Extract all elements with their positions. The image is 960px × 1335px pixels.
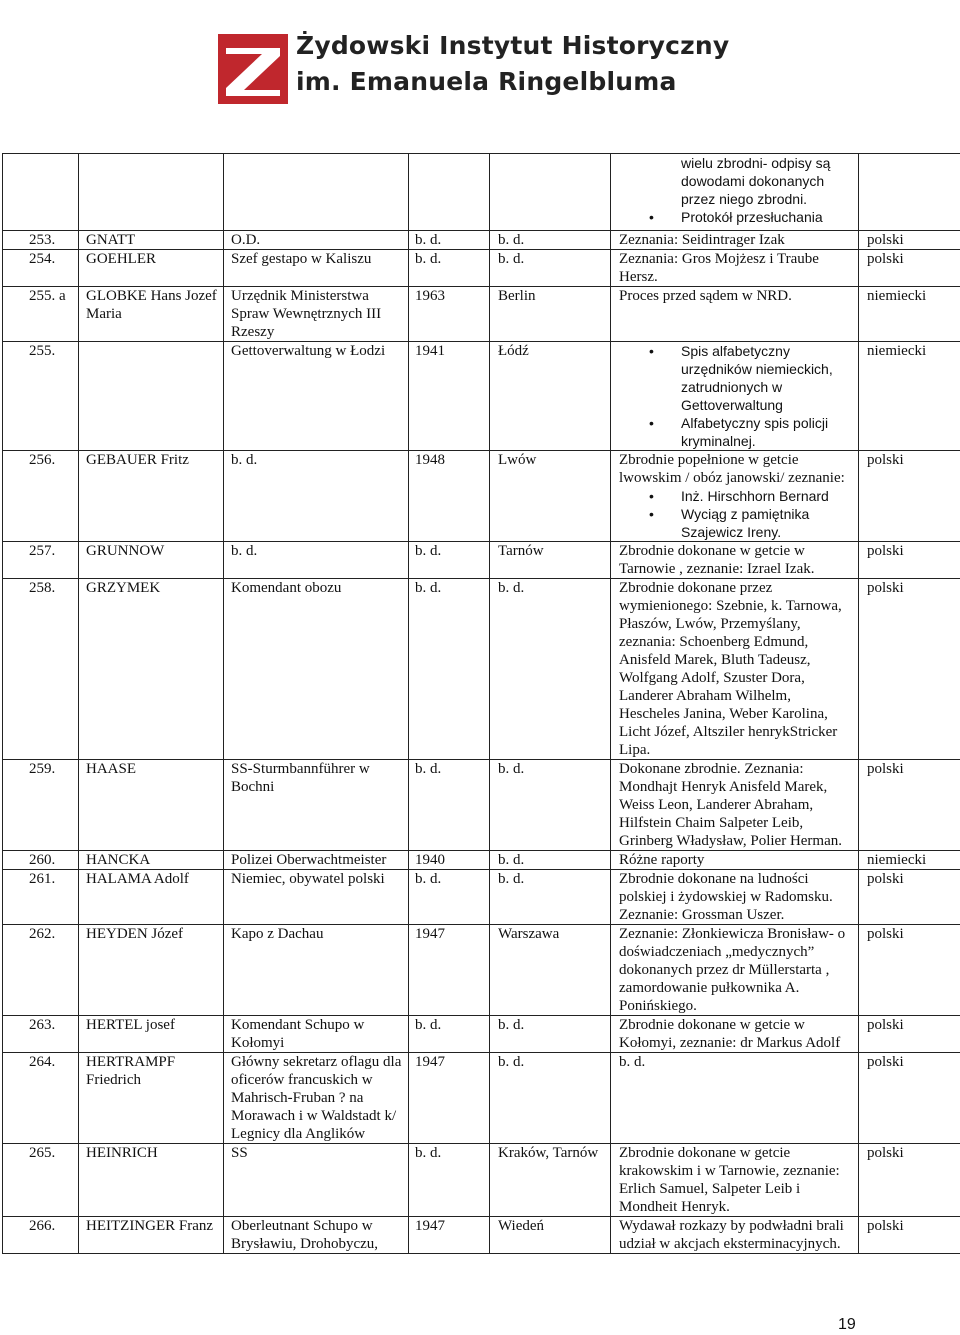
- list-item-text: Wyciąg z pamiętnika Szajewicz Ireny.: [681, 506, 810, 540]
- row-number: 263.: [3, 1016, 79, 1053]
- person-name: GEBAUER Fritz: [79, 451, 224, 542]
- content-cell: Proces przed sądem w NRD.: [611, 287, 859, 342]
- language-cell: polski: [859, 250, 960, 287]
- table-row: [3, 870, 960, 925]
- person-name: GRZYMEK: [79, 579, 224, 760]
- person-role: O.D.: [224, 231, 409, 250]
- logo-line-1: Żydowski Instytut Historyczny: [296, 31, 730, 60]
- list-item-text: Protokół przesłuchania: [681, 209, 823, 225]
- person-role: SS-Sturmbannführer w Bochni: [224, 760, 409, 851]
- content-cell: Zbrodnie dokonane na ludności polskiej i żydowskiej w Radomsku. Zeznanie: Grossman Uszer.: [611, 870, 859, 925]
- table-row: [3, 154, 960, 231]
- row-number: 255. a: [3, 287, 79, 342]
- place-cell: b. d.: [490, 851, 611, 870]
- person-role: Szef gestapo w Kaliszu: [224, 250, 409, 287]
- list-item: [619, 414, 855, 450]
- place-cell: Kraków, Tarnów: [490, 1144, 611, 1217]
- place-cell: Warszawa: [490, 925, 611, 1016]
- list-item: [619, 487, 855, 505]
- logo-mark-icon: [218, 34, 288, 104]
- place-cell: Lwów: [490, 451, 611, 542]
- place-cell: Tarnów: [490, 542, 611, 579]
- language-cell: polski: [859, 542, 960, 579]
- place-cell: b. d.: [490, 231, 611, 250]
- cell-line: dowodami dokonanych: [681, 173, 825, 189]
- person-role: b. d.: [224, 451, 409, 542]
- person-role: SS: [224, 1144, 409, 1217]
- table-row: [3, 1016, 960, 1053]
- person-name: HALAMA Adolf: [79, 870, 224, 925]
- person-role: Oberleutnant Schupo w Brysławiu, Drohobyczu,: [224, 1217, 409, 1254]
- place-cell: b. d.: [490, 1016, 611, 1053]
- person-name: HERTRAMPF Friedrich: [79, 1053, 224, 1144]
- person-role: Komendant Schupo w Kołomyi: [224, 1016, 409, 1053]
- year-cell: b. d.: [409, 250, 490, 287]
- year-cell: b. d.: [409, 760, 490, 851]
- person-role: b. d.: [224, 542, 409, 579]
- content-cell: Zbrodnie dokonane w getcie krakowskim i w Tarnowie, zeznanie: Erlich Samuel, Salpeter Leib i Mondheit Henryk.: [611, 1144, 859, 1217]
- person-role: Gettoverwaltung w Łodzi: [224, 342, 409, 451]
- row-number: 264.: [3, 1053, 79, 1144]
- language-cell: niemiecki: [859, 851, 960, 870]
- person-name: GLOBKE Hans Jozef Maria: [79, 287, 224, 342]
- list-item-text: Inż. Hirschhorn Bernard: [681, 488, 829, 504]
- table-row: [3, 925, 960, 1016]
- content-cell: [611, 342, 859, 451]
- language-cell: polski: [859, 579, 960, 760]
- archive-table: [2, 153, 960, 1254]
- year-cell: 1948: [409, 451, 490, 542]
- year-cell: b. d.: [409, 1144, 490, 1217]
- institute-logo: [218, 22, 730, 114]
- person-role: Urzędnik Ministerstwa Spraw Wewnętrznych III Rzeszy: [224, 287, 409, 342]
- table-row: [3, 851, 960, 870]
- list-item: [619, 505, 855, 541]
- place-cell: Wiedeń: [490, 1217, 611, 1254]
- row-number: 254.: [3, 250, 79, 287]
- language-cell: polski: [859, 1217, 960, 1254]
- bullet-icon: •: [649, 506, 654, 522]
- person-name: [79, 342, 224, 451]
- content-cell: Dokonane zbrodnie. Zeznania: Mondhajt Henryk Anisfeld Marek, Weiss Leon, Landerer Abraham, Hilfstein Chaim Salpeter Leib, Grinberg Władysław, Polier Herman.: [611, 760, 859, 851]
- content-cell: [611, 451, 859, 542]
- table-row: [3, 542, 960, 579]
- language-cell: polski: [859, 1016, 960, 1053]
- row-number: 266.: [3, 1217, 79, 1254]
- bullet-icon: •: [649, 415, 654, 431]
- table-row: [3, 231, 960, 250]
- year-cell: 1947: [409, 925, 490, 1016]
- year-cell: 1963: [409, 287, 490, 342]
- language-cell: polski: [859, 451, 960, 542]
- row-number: 262.: [3, 925, 79, 1016]
- person-name: GOEHLER: [79, 250, 224, 287]
- year-cell: b. d.: [409, 870, 490, 925]
- list-item: [619, 208, 855, 226]
- place-cell: b. d.: [490, 250, 611, 287]
- list-item-text: Alfabetyczny spis policji kryminalnej.: [681, 415, 829, 449]
- person-role: Polizei Oberwachtmeister: [224, 851, 409, 870]
- language-cell: niemiecki: [859, 342, 960, 451]
- table-row: [3, 760, 960, 851]
- year-cell: 1947: [409, 1053, 490, 1144]
- row-number: 259.: [3, 760, 79, 851]
- logo-text: [296, 28, 729, 100]
- year-cell: 1947: [409, 1217, 490, 1254]
- list-item-text: Spis alfabetyczny urzędników niemieckich, zatrudnionych w Gettoverwaltung: [681, 343, 833, 413]
- year-cell: 1940: [409, 851, 490, 870]
- year-cell: 1941: [409, 342, 490, 451]
- person-name: HEINRICH: [79, 1144, 224, 1217]
- table-row: [3, 250, 960, 287]
- language-cell: niemiecki: [859, 287, 960, 342]
- person-name: HEITZINGER Franz: [79, 1217, 224, 1254]
- bullet-icon: •: [649, 209, 654, 225]
- row-number: 253.: [3, 231, 79, 250]
- row-number: 255.: [3, 342, 79, 451]
- language-cell: polski: [859, 760, 960, 851]
- row-number: 260.: [3, 851, 79, 870]
- bullet-icon: •: [649, 343, 654, 359]
- table-row: [3, 1217, 960, 1254]
- person-role: Główny sekretarz oflagu dla oficerów francuskich w Mahrisch-Fruban ? na Morawach i w Waldstadt k/ Legnicy dla Anglików: [224, 1053, 409, 1144]
- person-name: GNATT: [79, 231, 224, 250]
- person-name: HAASE: [79, 760, 224, 851]
- place-cell: b. d.: [490, 1053, 611, 1144]
- language-cell: polski: [859, 1144, 960, 1217]
- person-name: HEYDEN Józef: [79, 925, 224, 1016]
- row-number: 261.: [3, 870, 79, 925]
- content-cell: b. d.: [611, 1053, 859, 1144]
- table-row: [3, 342, 960, 451]
- year-cell: b. d.: [409, 1016, 490, 1053]
- place-cell: Łódź: [490, 342, 611, 451]
- content-cell: Zbrodnie dokonane w getcie w Kołomyi, zeznanie: dr Markus Adolf: [611, 1016, 859, 1053]
- table-row: [3, 287, 960, 342]
- content-cell: Różne raporty: [611, 851, 859, 870]
- language-cell: polski: [859, 231, 960, 250]
- content-cell: Zbrodnie dokonane w getcie w Tarnowie , zeznanie: Izrael Izak.: [611, 542, 859, 579]
- table-row: [3, 451, 960, 542]
- row-number: 257.: [3, 542, 79, 579]
- language-cell: polski: [859, 870, 960, 925]
- place-cell: Berlin: [490, 287, 611, 342]
- row-number: 265.: [3, 1144, 79, 1217]
- list-item: [619, 342, 855, 414]
- language-cell: polski: [859, 1053, 960, 1144]
- content-cell: Zbrodnie dokonane przez wymienionego: Szebnie, k. Tarnowa, Płaszów, Lwów, Przemyślany, zeznania: Schoenberg Edmund, Anisfeld Marek, Bluth Tadeusz, Wolfgang Adolf, Szuster Dora, Landerer Abraham Wilhelm, Hescheles Janina, Weber Karolina, Licht Józef, Altsziler henrykStricker Lipa.: [611, 579, 859, 760]
- logo-line-2: im. Emanuela Ringelbluma: [296, 67, 677, 96]
- person-name: HERTEL josef: [79, 1016, 224, 1053]
- person-name: GRUNNOW: [79, 542, 224, 579]
- year-cell: b. d.: [409, 542, 490, 579]
- table-row: [3, 1053, 960, 1144]
- place-cell: b. d.: [490, 579, 611, 760]
- year-cell: b. d.: [409, 579, 490, 760]
- page-number: 19: [838, 1316, 856, 1333]
- cell-line: przez niego zbrodni.: [681, 191, 808, 207]
- language-cell: polski: [859, 925, 960, 1016]
- person-role: Komendant obozu: [224, 579, 409, 760]
- cell-line: wielu zbrodni- odpisy są: [681, 155, 831, 171]
- content-cell: Zeznanie: Złonkiewicza Bronisław- o doświadczeniach „medycznych” dokonanych przez dr Müllerstarta , zamordowanie pułkownika A. Ponińskiego.: [611, 925, 859, 1016]
- table-row: [3, 579, 960, 760]
- person-role: Kapo z Dachau: [224, 925, 409, 1016]
- place-cell: b. d.: [490, 760, 611, 851]
- row-number: 256.: [3, 451, 79, 542]
- bullet-icon: •: [649, 488, 654, 504]
- content-cell: Wydawał rozkazy by podwładni brali udział w akcjach eksterminacyjnych.: [611, 1217, 859, 1254]
- person-role: Niemiec, obywatel polski: [224, 870, 409, 925]
- person-name: HANCKA: [79, 851, 224, 870]
- place-cell: b. d.: [490, 870, 611, 925]
- content-cell: Zeznania: Seidintrager Izak: [611, 231, 859, 250]
- table-row: [3, 1144, 960, 1217]
- content-cell: Zeznania: Gros Mojżesz i Traube Hersz.: [611, 250, 859, 287]
- content-text: Zbrodnie popełnione w getcie lwowskim / obóz janowski/ zeznanie:: [619, 452, 845, 486]
- year-cell: b. d.: [409, 231, 490, 250]
- row-number: 258.: [3, 579, 79, 760]
- content-cell: [611, 154, 859, 231]
